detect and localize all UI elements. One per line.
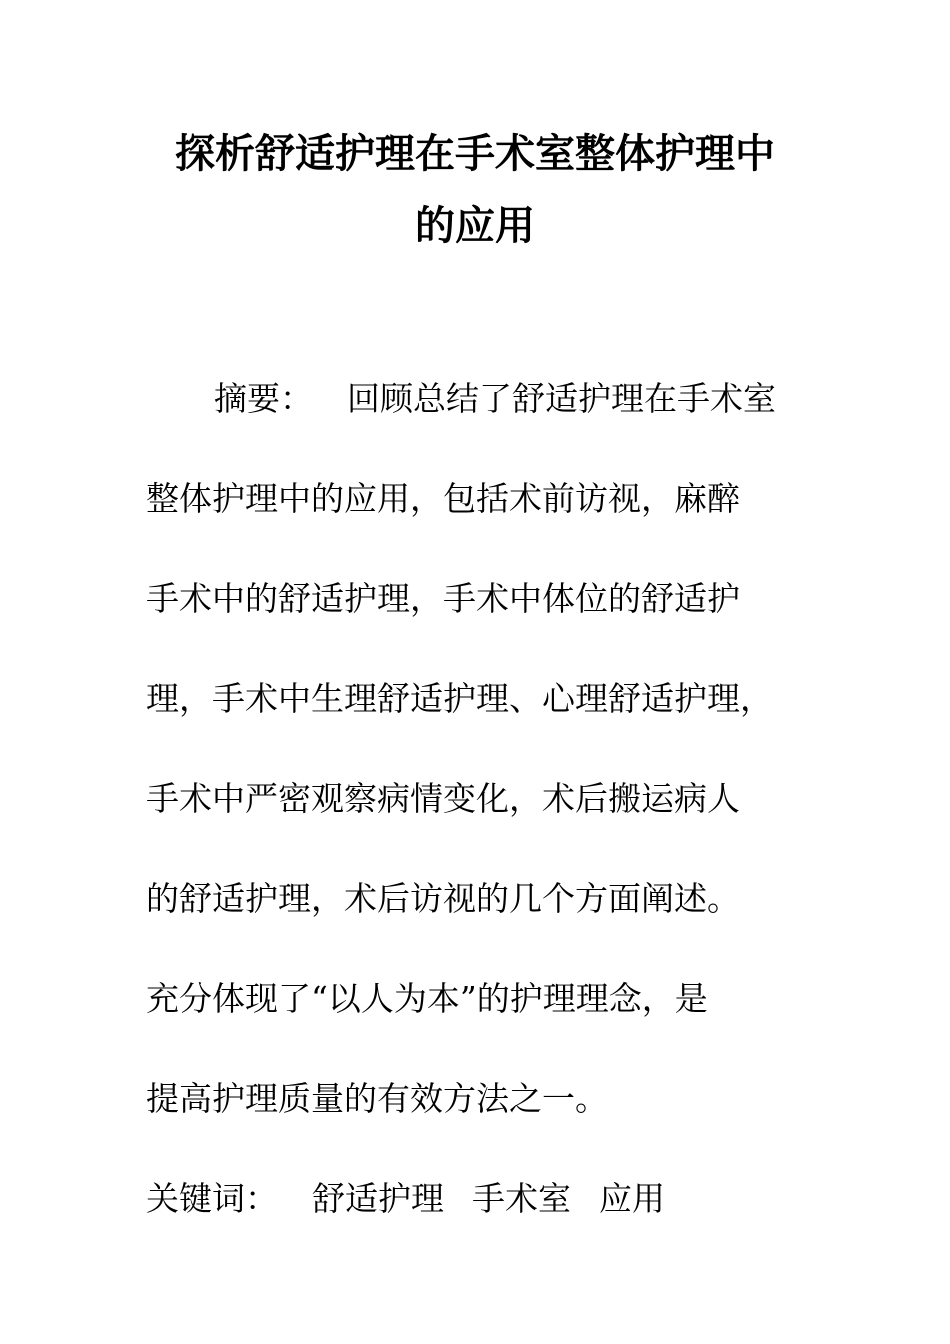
keywords-label: 关键词： bbox=[146, 1179, 278, 1218]
abstract-label: 摘要： bbox=[214, 379, 313, 418]
keyword-2: 手术室 bbox=[472, 1179, 571, 1218]
abstract-line-6: 的舒适护理，术后访视的几个方面阐述。 bbox=[146, 879, 740, 918]
keyword-1: 舒适护理 bbox=[312, 1179, 444, 1218]
abstract-line-5: 手术中严密观察病情变化，术后搬运病人 bbox=[146, 779, 740, 818]
title-line-2: 的应用 bbox=[415, 202, 535, 249]
abstract-line-3: 手术中的舒适护理，手术中体位的舒适护 bbox=[146, 579, 740, 618]
keywords-line bbox=[146, 1181, 665, 1217]
abstract-line-8: 提高护理质量的有效方法之一。 bbox=[146, 1079, 608, 1118]
abstract-line-4: 理，手术中生理舒适护理、心理舒适护理， bbox=[146, 679, 773, 718]
abstract-line-1 bbox=[214, 381, 776, 417]
title-line-1: 探析舒适护理在手术室整体护理中 bbox=[175, 130, 775, 177]
abstract-text-1: 回顾总结了舒适护理在手术室 bbox=[347, 379, 776, 418]
abstract-line-7: 充分体现了“以人为本”的护理理念，是 bbox=[146, 979, 708, 1018]
abstract-line-2: 整体护理中的应用，包括术前访视，麻醉 bbox=[146, 479, 740, 518]
keyword-3: 应用 bbox=[599, 1179, 665, 1218]
